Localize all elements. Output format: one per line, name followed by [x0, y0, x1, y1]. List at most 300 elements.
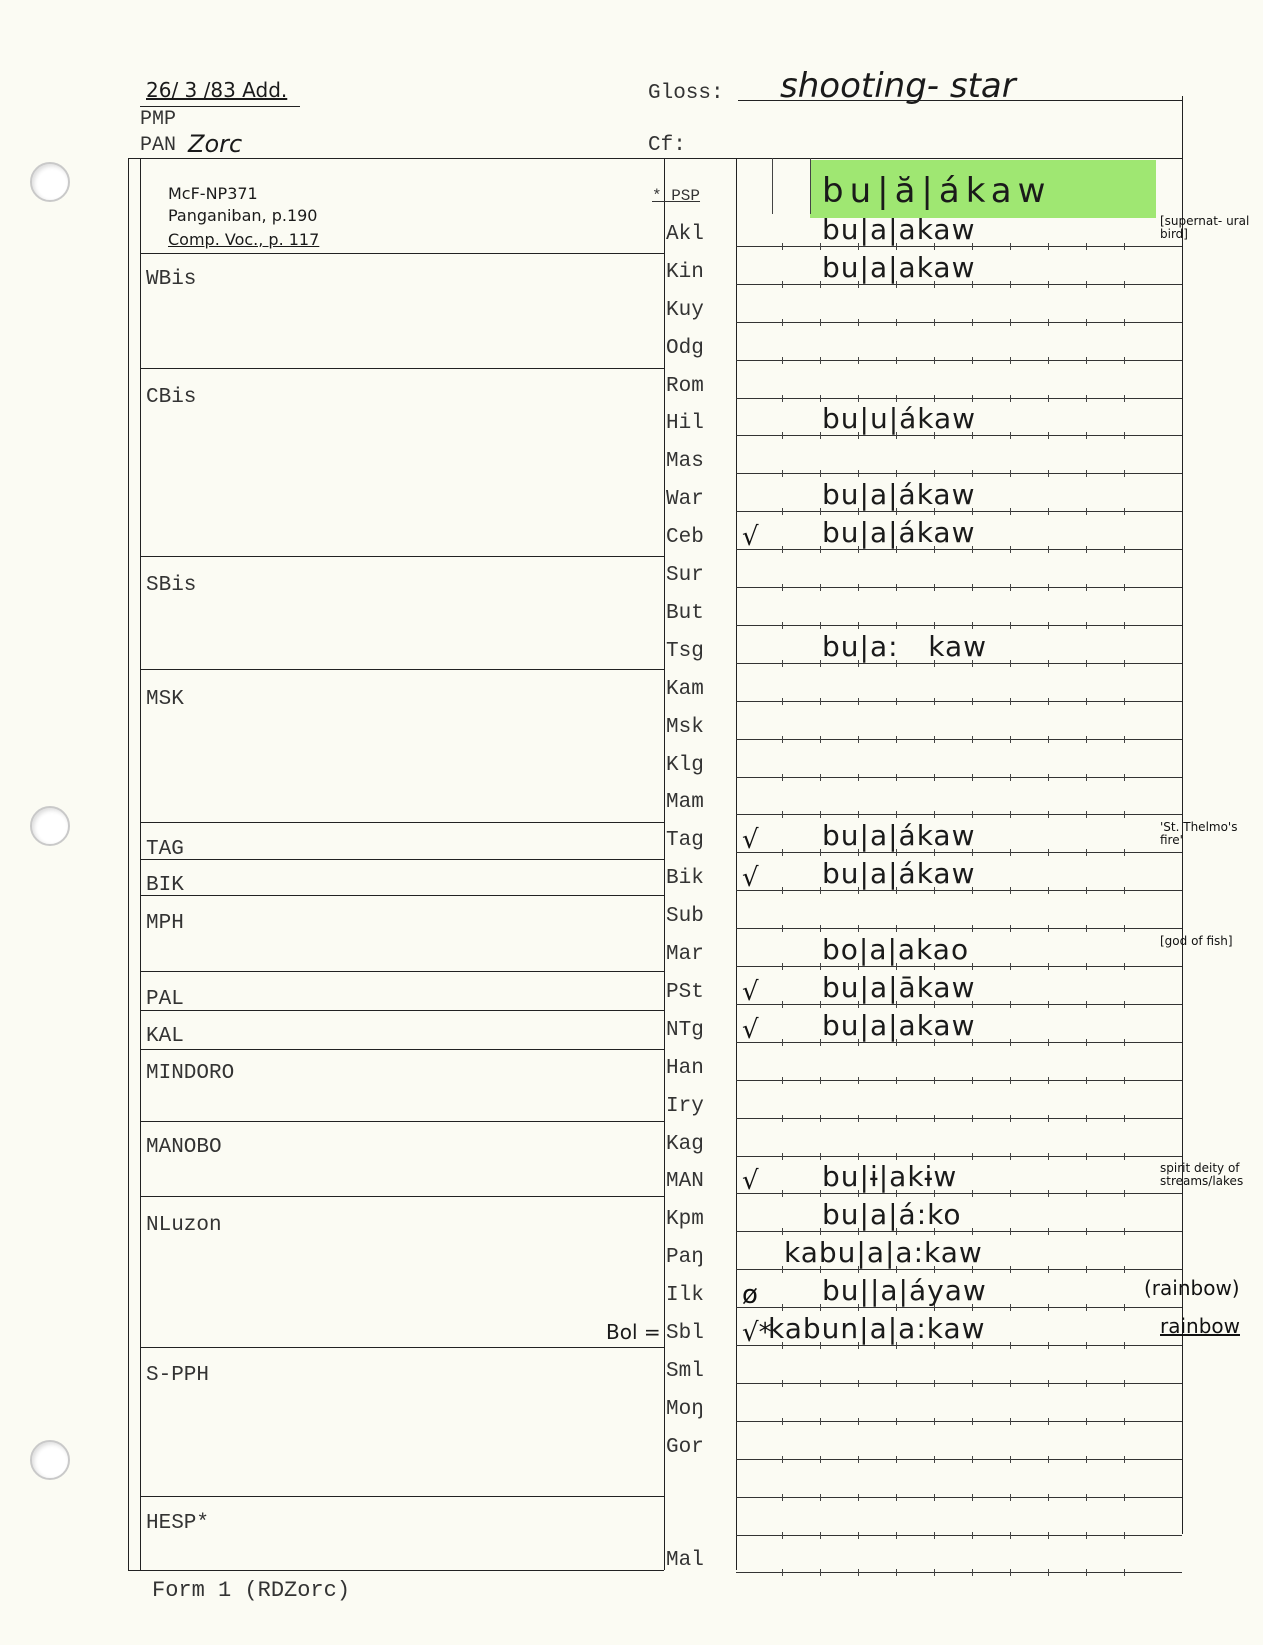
- language-code: Iry: [666, 1094, 704, 1118]
- segment-tick: [1124, 281, 1125, 288]
- segment-tick: [1048, 432, 1049, 439]
- check-mark: √: [742, 1014, 759, 1045]
- segment-tick: [1048, 1115, 1049, 1122]
- segment-tick: [1124, 660, 1125, 667]
- cognate-form: bu|a|ákaw: [822, 478, 976, 512]
- segment-tick: [1124, 1190, 1125, 1197]
- segment-tick: [820, 622, 821, 629]
- segment-tick: [934, 584, 935, 591]
- cf-label: Cf:: [648, 134, 686, 157]
- segment-tick: [782, 1077, 783, 1084]
- row-line: [736, 1080, 1182, 1081]
- segment-tick: [820, 887, 821, 894]
- segment-tick: [1010, 243, 1011, 250]
- segment-tick: [972, 1228, 973, 1235]
- segment-tick: [1010, 811, 1011, 818]
- language-code: Msk: [666, 715, 704, 739]
- row-line: [736, 1535, 1182, 1536]
- gloss-value: shooting- star: [780, 66, 1016, 106]
- row-line: [736, 1345, 1182, 1346]
- segment-tick: [1048, 357, 1049, 364]
- language-code: Sbl: [666, 1322, 704, 1345]
- group-label: PAL: [146, 988, 184, 1011]
- segment-tick: [820, 281, 821, 288]
- segment-tick: [896, 1418, 897, 1425]
- language-code: * PSP: [652, 187, 701, 205]
- segment-tick: [858, 698, 859, 705]
- segment-tick: [1124, 546, 1125, 553]
- segment-tick: [858, 736, 859, 743]
- segment-tick: [1086, 1342, 1087, 1349]
- segment-tick: [1086, 1077, 1087, 1084]
- segment-tick: [1010, 849, 1011, 856]
- segment-tick: [934, 1456, 935, 1463]
- gloss-underline: [738, 100, 1182, 101]
- row-line: [736, 1118, 1182, 1119]
- segment-tick: [820, 1039, 821, 1046]
- language-code: Bik: [666, 867, 704, 891]
- row-line: [736, 322, 1182, 323]
- segment-tick: [1086, 1266, 1087, 1273]
- segment-tick: [1086, 774, 1087, 781]
- group-label: SBis: [146, 574, 197, 597]
- segment-tick: [934, 1380, 935, 1387]
- group-label: CBis: [146, 386, 197, 409]
- segment-tick: [1124, 395, 1125, 402]
- language-code: Kin: [666, 260, 704, 284]
- segment-tick: [1086, 698, 1087, 705]
- segment-tick: [1086, 811, 1087, 818]
- segment-tick: [1124, 887, 1125, 894]
- language-code: MAN: [666, 1170, 704, 1194]
- row-line: [736, 1156, 1182, 1157]
- segment-tick: [820, 811, 821, 818]
- segment-tick: [782, 1115, 783, 1122]
- gloss-note: 'St. Thelmo's fire': [1160, 820, 1238, 848]
- segment-tick: [934, 1115, 935, 1122]
- segment-tick: [782, 432, 783, 439]
- segment-tick: [1048, 584, 1049, 591]
- segment-tick: [1010, 925, 1011, 932]
- segment-tick: [896, 1494, 897, 1501]
- segment-tick: [820, 1153, 821, 1160]
- segment-tick: [1086, 849, 1087, 856]
- row-line: [736, 1421, 1182, 1422]
- gloss-note: (rainbow): [1144, 1276, 1240, 1301]
- language-code: Kam: [666, 677, 704, 701]
- segment-tick: [1048, 774, 1049, 781]
- segment-tick: [820, 1001, 821, 1008]
- segment-tick: [1086, 546, 1087, 553]
- segment-tick: [820, 357, 821, 364]
- check-mark: √: [742, 522, 759, 553]
- segment-tick: [1086, 1153, 1087, 1160]
- segment-tick: [820, 1077, 821, 1084]
- segment-tick: [858, 1115, 859, 1122]
- segment-tick: [1086, 470, 1087, 477]
- language-code: Hil: [666, 412, 704, 436]
- segment-tick: [1010, 319, 1011, 326]
- segment-tick: [782, 963, 783, 970]
- segment-tick: [1086, 1569, 1087, 1576]
- segment-tick: [1010, 1494, 1011, 1501]
- language-code: Klg: [666, 753, 704, 777]
- segment-tick: [972, 622, 973, 629]
- segment-tick: [820, 1418, 821, 1425]
- cognate-form: bu|a|akaw: [822, 250, 976, 284]
- segment-tick: [858, 470, 859, 477]
- segment-tick: [1086, 584, 1087, 591]
- segment-tick: [820, 925, 821, 932]
- segment-tick: [820, 395, 821, 402]
- segment-tick: [972, 925, 973, 932]
- segment-tick: [1086, 395, 1087, 402]
- segment-tick: [1010, 1077, 1011, 1084]
- punch-hole: [30, 806, 70, 846]
- segment-tick: [858, 395, 859, 402]
- segment-tick: [820, 736, 821, 743]
- segment-tick: [1048, 319, 1049, 326]
- segment-tick: [1086, 1228, 1087, 1235]
- group-label: WBis: [146, 268, 197, 291]
- segment-tick: [896, 1569, 897, 1576]
- segment-tick: [934, 470, 935, 477]
- language-code: Kag: [666, 1132, 704, 1156]
- group-divider: [140, 1049, 664, 1050]
- cognate-form: bu|a|á:ko: [822, 1198, 962, 1232]
- segment-tick: [1048, 698, 1049, 705]
- segment-tick: [1048, 1001, 1049, 1008]
- segment-tick: [1124, 1494, 1125, 1501]
- segment-tick: [1010, 1153, 1011, 1160]
- language-code: Tag: [666, 829, 704, 853]
- row-line: [736, 1497, 1182, 1498]
- segment-tick: [896, 698, 897, 705]
- segment-tick: [782, 1001, 783, 1008]
- segment-tick: [820, 584, 821, 591]
- segment-tick: [820, 470, 821, 477]
- segment-tick: [1048, 508, 1049, 515]
- frame-bottom: [128, 1570, 664, 1571]
- row-line: [736, 1231, 1182, 1232]
- form-footer: Form 1 (RDZorc): [152, 1578, 351, 1603]
- segment-tick: [820, 774, 821, 781]
- segment-tick: [858, 584, 859, 591]
- segment-tick: [934, 395, 935, 402]
- segment-tick: [782, 1266, 783, 1273]
- forms-left-border: [736, 158, 737, 1570]
- segment-tick: [782, 1380, 783, 1387]
- segment-tick: [1086, 963, 1087, 970]
- segment-tick: [1048, 1494, 1049, 1501]
- row-line: [736, 701, 1182, 702]
- segment-tick: [820, 1569, 821, 1576]
- segment-tick: [1124, 1342, 1125, 1349]
- language-code: Mar: [666, 943, 704, 966]
- segment-tick: [1048, 622, 1049, 629]
- row-line: [736, 966, 1182, 967]
- segment-tick: [972, 1569, 973, 1576]
- segment-tick: [1048, 1342, 1049, 1349]
- row-line: [736, 398, 1182, 399]
- group-divider: [140, 368, 664, 369]
- language-code: Ilk: [666, 1284, 704, 1308]
- segment-tick: [1124, 1228, 1125, 1235]
- segment-tick: [1010, 1001, 1011, 1008]
- segment-tick: [782, 1569, 783, 1576]
- segment-tick: [972, 1456, 973, 1463]
- group-divider: [140, 669, 664, 670]
- segment-tick: [1086, 1418, 1087, 1425]
- segment-tick: [820, 1380, 821, 1387]
- cognate-form: bu|ă|ákaw: [822, 171, 1052, 211]
- segment-tick: [858, 1532, 859, 1539]
- segment-tick: [1010, 1418, 1011, 1425]
- segment-tick: [1048, 395, 1049, 402]
- segment-tick: [1048, 1077, 1049, 1084]
- segment-tick: [1086, 736, 1087, 743]
- group-divider: [140, 1496, 664, 1497]
- segment-tick: [782, 584, 783, 591]
- row-line: [736, 1459, 1182, 1460]
- segment-tick: [1048, 546, 1049, 553]
- segment-tick: [934, 1569, 935, 1576]
- segment-tick: [972, 774, 973, 781]
- language-code: Mal: [666, 1549, 704, 1573]
- segment-tick: [972, 1418, 973, 1425]
- segment-tick: [1048, 1456, 1049, 1463]
- segment-tick: [782, 1190, 783, 1197]
- segment-tick: [972, 1494, 973, 1501]
- segment-tick: [1010, 584, 1011, 591]
- group-divider: [140, 822, 664, 823]
- source-line: Comp. Voc., p. 117: [168, 230, 320, 249]
- segment-tick: [1010, 1569, 1011, 1576]
- frame-top: [128, 158, 1182, 159]
- segment-tick: [934, 1153, 935, 1160]
- row-line: [736, 435, 1182, 436]
- segment-tick: [972, 1153, 973, 1160]
- segment-tick: [1124, 1380, 1125, 1387]
- language-code: Gor: [666, 1435, 704, 1459]
- segment-tick: [972, 395, 973, 402]
- segment-tick: [896, 319, 897, 326]
- cognate-form: bu|a|akaw: [822, 1008, 976, 1042]
- row-line: [736, 1383, 1182, 1384]
- segment-tick: [1010, 1532, 1011, 1539]
- segment-tick: [896, 1153, 897, 1160]
- gloss-note: spirit deity of streams/lakes: [1160, 1161, 1244, 1189]
- language-code: Sml: [666, 1359, 704, 1383]
- group-label: MINDORO: [146, 1062, 235, 1085]
- row-line: [736, 360, 1182, 361]
- psp-cell: [772, 158, 811, 214]
- segment-tick: [782, 546, 783, 553]
- group-divider: [140, 1010, 664, 1011]
- language-code: Tsg: [666, 639, 704, 663]
- row-line: [736, 663, 1182, 664]
- segment-tick: [896, 774, 897, 781]
- row-line: [736, 1004, 1182, 1005]
- segment-tick: [1010, 508, 1011, 515]
- segment-tick: [1124, 774, 1125, 781]
- group-label: HESP*: [146, 1512, 210, 1535]
- segment-tick: [896, 1077, 897, 1084]
- segment-tick: [1124, 1266, 1125, 1273]
- language-code: Ceb: [666, 526, 704, 550]
- segment-tick: [1010, 395, 1011, 402]
- row-line: [736, 284, 1182, 285]
- segment-tick: [1124, 1115, 1125, 1122]
- row-line: [736, 890, 1182, 891]
- cognate-form: bu|u|ákaw: [822, 402, 977, 436]
- language-code: Akl: [666, 222, 704, 246]
- group-label: TAG: [146, 838, 184, 861]
- segment-tick: [972, 357, 973, 364]
- segment-tick: [1086, 319, 1087, 326]
- segment-tick: [1086, 243, 1087, 250]
- segment-tick: [1086, 357, 1087, 364]
- check-mark: √: [742, 1166, 759, 1197]
- segment-tick: [1048, 811, 1049, 818]
- segment-tick: [858, 319, 859, 326]
- segment-tick: [782, 698, 783, 705]
- row-line: [736, 625, 1182, 626]
- segment-tick: [972, 963, 973, 970]
- segment-tick: [820, 1304, 821, 1311]
- segment-tick: [1086, 925, 1087, 932]
- pmp-label: PMP: [140, 108, 177, 131]
- cognate-form: bu|a|ákaw: [822, 819, 976, 853]
- segment-tick: [972, 584, 973, 591]
- segment-tick: [1124, 584, 1125, 591]
- segment-tick: [972, 1532, 973, 1539]
- cognate-form: bu|a|akaw: [822, 212, 976, 246]
- segment-tick: [934, 1494, 935, 1501]
- segment-tick: [1010, 887, 1011, 894]
- cognate-form: bu|a: kaw: [822, 629, 988, 663]
- row-line: [736, 739, 1182, 740]
- row-line: [736, 852, 1182, 853]
- segment-tick: [934, 1077, 935, 1084]
- segment-tick: [972, 811, 973, 818]
- language-code: Mas: [666, 450, 704, 474]
- segment-tick: [972, 698, 973, 705]
- segment-tick: [1086, 1532, 1087, 1539]
- segment-tick: [1124, 1001, 1125, 1008]
- segment-tick: [782, 1304, 783, 1311]
- segment-tick: [1124, 1456, 1125, 1463]
- segment-tick: [1086, 1115, 1087, 1122]
- pmp-underline: [140, 106, 300, 107]
- segment-tick: [1048, 1532, 1049, 1539]
- segment-tick: [1010, 1342, 1011, 1349]
- segment-tick: [896, 622, 897, 629]
- segment-tick: [1124, 432, 1125, 439]
- segment-tick: [1124, 1153, 1125, 1160]
- segment-tick: [896, 811, 897, 818]
- group-divider: [140, 556, 664, 557]
- segment-tick: [1010, 622, 1011, 629]
- segment-tick: [820, 319, 821, 326]
- pan-label: PAN: [140, 134, 177, 157]
- segment-tick: [782, 395, 783, 402]
- cognate-form: bu|a|ákaw: [822, 857, 976, 891]
- language-code: Sur: [666, 564, 704, 587]
- segment-tick: [1010, 470, 1011, 477]
- group-divider: [140, 1196, 664, 1197]
- segment-tick: [782, 622, 783, 629]
- segment-tick: [896, 1115, 897, 1122]
- frame-left-inner: [140, 158, 141, 1570]
- segment-tick: [820, 1494, 821, 1501]
- segment-tick: [782, 811, 783, 818]
- segment-tick: [934, 1418, 935, 1425]
- cognate-form: bu|a|ákaw: [822, 516, 976, 550]
- segment-tick: [1010, 1039, 1011, 1046]
- row-line: [736, 246, 1182, 247]
- segment-tick: [1048, 1190, 1049, 1197]
- segment-tick: [1124, 736, 1125, 743]
- segment-tick: [820, 1115, 821, 1122]
- language-code: PSt: [666, 980, 704, 1004]
- segment-tick: [1086, 1456, 1087, 1463]
- segment-tick: [934, 811, 935, 818]
- group-label: BIK: [146, 874, 184, 897]
- segment-tick: [1086, 1190, 1087, 1197]
- segment-tick: [1048, 281, 1049, 288]
- segment-tick: [1010, 1266, 1011, 1273]
- segment-tick: [1124, 1304, 1125, 1311]
- segment-tick: [1048, 887, 1049, 894]
- segment-tick: [782, 508, 783, 515]
- segment-tick: [1086, 432, 1087, 439]
- segment-tick: [934, 698, 935, 705]
- segment-tick: [1048, 736, 1049, 743]
- row-line: [736, 587, 1182, 588]
- gloss-note: [god of fish]: [1160, 934, 1233, 948]
- cognate-form: kabu|a|a:kaw: [784, 1236, 983, 1270]
- group-label: MSK: [146, 688, 184, 711]
- segment-tick: [1124, 811, 1125, 818]
- segment-tick: [858, 1569, 859, 1576]
- row-line: [736, 511, 1182, 512]
- segment-tick: [1048, 963, 1049, 970]
- segment-tick: [858, 1077, 859, 1084]
- language-code: Rom: [666, 374, 704, 398]
- group-divider: [140, 895, 664, 896]
- segment-tick: [782, 774, 783, 781]
- segment-tick: [1086, 1494, 1087, 1501]
- punch-hole: [30, 162, 70, 202]
- group-divider: [140, 971, 664, 972]
- segment-tick: [1048, 1153, 1049, 1160]
- row-line: [736, 1269, 1182, 1270]
- segment-tick: [782, 319, 783, 326]
- segment-tick: [1048, 925, 1049, 932]
- segment-tick: [1010, 1304, 1011, 1311]
- language-code: NTg: [666, 1018, 704, 1042]
- segment-tick: [782, 660, 783, 667]
- segment-tick: [1048, 1039, 1049, 1046]
- check-mark: √: [742, 825, 759, 856]
- segment-tick: [972, 1077, 973, 1084]
- segment-tick: [896, 736, 897, 743]
- segment-tick: [1048, 1569, 1049, 1576]
- segment-tick: [1010, 432, 1011, 439]
- segment-tick: [1086, 1039, 1087, 1046]
- segment-tick: [934, 319, 935, 326]
